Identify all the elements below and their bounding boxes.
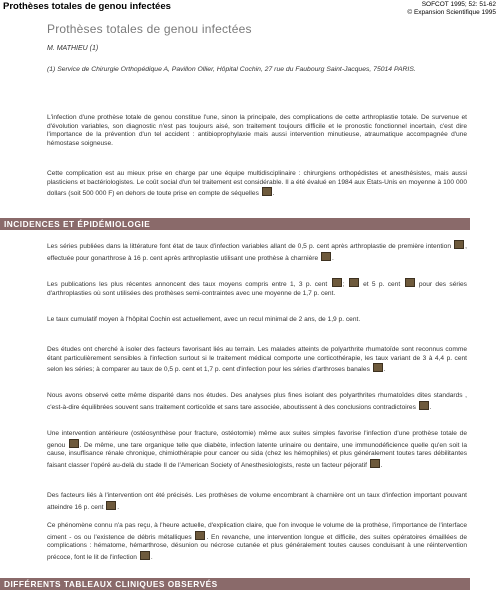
reference-link[interactable] — [373, 363, 383, 372]
incidences-paragraph-7: Des facteurs liés à l'intervention ont été précisés. Les prothèses de volume encombrant à charnière ont un taux d'infection important pouvant atteindre 16 p. cent . — [47, 492, 467, 511]
section-heading-tableaux: DIFFÉRENTS TABLEAUX CLINIQUES OBSERVÉS — [0, 578, 470, 590]
reference-link[interactable] — [349, 278, 359, 287]
incidences-paragraph-8: Ce phénomène connu n'a pas reçu, à l'heure actuelle, d'explication claire, que l'on invoque le volume de la prothèse, l'importance de l'interface ciment - os ou l'existence de débris métalliques . En revanche, une intervention longue et difficile, des suites opératoires émaillées de complications : hématome, hémarthrose, désunion ou nécrose cutanée et plus généralement toutes causes conduisant à une réintervention précoce, font le lit de l'infection . — [47, 522, 467, 562]
page-header — [0, 0, 500, 18]
reference-link[interactable] — [262, 187, 272, 196]
journal-reference: SOFCOT 1995; 52: 51-62 — [421, 1, 496, 8]
incidences-paragraph-1: Les séries publiées dans la littérature font état de taux d'infection variables allant de 0,5 p. cent après arthroplastie de première intention , effectuée pour gonarthrose à 16 p. cent après arthroplastie utilisant une prothèse à charnière . — [47, 240, 467, 263]
author: M. MATHIEU (1) — [47, 45, 99, 52]
reference-link[interactable] — [405, 278, 415, 287]
article-title: Prothèses totales de genou infectées — [47, 22, 252, 36]
header-meta — [407, 1, 496, 17]
intro-paragraph-2-text: Cette complication est au mieux prise en charge par une équipe multidisciplinaire : chirurgiens orthopédistes et anesthésistes, mais aussi plasticiens et bactériologistes. Le coût social d'un tel traitement est considérable. Il a été évalué en 1984 aux Etats-Unis en moyenne à 100 000 dollars (soit 500 000 F) en dehors de toute prise en compte de séquelles — [47, 170, 467, 198]
intro-paragraph-2: Cette complication est au mieux prise en charge par une équipe multidisciplinaire : chirurgiens orthopédistes et anesthésistes, mais aussi plasticiens et bactériologistes. Le coût social d'un tel traitement est considérable. Il a été évalué en 1984 aux Etats-Unis en moyenne à 100 000 dollars (soit 500 000 F) en dehors de toute prise en compte de séquelles . — [47, 170, 467, 198]
incidences-paragraph-2: Les publications les plus récentes annoncent des taux moyens compris entre 1, 3 p. cent ; et 5 p. cent pour des séries d'arthroplasties où sont utilisées des prothèses semi-contraintes avec une moyenne de 1,7 p. cent. — [47, 278, 467, 298]
text: Des études ont cherché à isoler des facteurs favorisant liés au terrain. Les malades atteints de polyarthrite rhumatoïde sont reconnus comme étant particulièrement sensibles à l'infection surtout si le traitement médical comporte une corticothérapie, les taux variant de 3 à 4,4 p. cent selon les séries; à comparer au taux de 0,5 p. cent et 1,7 p. cent d'infection pour les séries d'arthroses banales — [47, 346, 467, 374]
text: Les publications les plus récentes annoncent des taux moyens compris entre 1, 3 p. cent — [47, 281, 328, 288]
reference-link[interactable] — [106, 501, 116, 510]
text: Nous avons observé cette même disparité dans nos études. Des analyses plus fines isolant des polyarthrites rhumatoïdes dites standards , c'est-à-dire équilibrées souvent sans traitement corticoïde et sans tare associée, aboutissent à des conclusions contradictoires — [47, 392, 467, 411]
incidences-paragraph-4: Des études ont cherché à isoler des facteurs favorisant liés au terrain. Les malades atteints de polyarthrite rhumatoïde sont reconnus comme étant particulièrement sensibles à l'infection surtout si le traitement médical comporte une corticothérapie, les taux variant de 3 à 4,4 p. cent selon les séries; à comparer au taux de 0,5 p. cent et 1,7 p. cent d'infection pour les séries d'arthroses banales . — [47, 346, 467, 374]
reference-link[interactable] — [370, 459, 380, 468]
text: et 5 p. cent — [363, 281, 401, 288]
copyright-notice: © Expansion Scientifique 1995 — [407, 9, 496, 16]
reference-link[interactable] — [332, 278, 342, 287]
text: pour des séries d'arthroplasties où sont utilisées des prothèses semi-contraintes avec une moyenne de 1,7 p. cent. — [47, 281, 467, 297]
text: . En revanche, une intervention longue et difficile, des suites opératoires émaillées de complications : hématome, hémarthrose, désunion ou nécrose cutanée et plus généralement toutes causes conduisant à une réintervention précoce, font le lit de l'infection — [47, 533, 467, 562]
incidences-paragraph-5: Nous avons observé cette même disparité dans nos études. Des analyses plus fines isolant des polyarthrites rhumatoïdes dites standards , c'est-à-dire équilibrées souvent sans traitement corticoïde et sans tare associée, aboutissent à des conclusions contradictoires . — [47, 392, 467, 411]
reference-link[interactable] — [69, 439, 79, 448]
text: Une intervention antérieure (ostéosynthèse pour fracture, ostéotomie) même aux suites simples favorise l'infection d'une prothèse totale de genou — [47, 430, 467, 449]
text: Ce phénomène connu n'a pas reçu, à l'heure actuelle, d'explication claire, que l'on invoque le volume de la prothèse, l'importance de l'interface ciment - os ou l'existence de débris métalliques — [47, 522, 467, 541]
section-heading-incidences: INCIDENCES ET ÉPIDÉMIOLOGIE — [0, 218, 470, 230]
reference-link[interactable] — [419, 401, 429, 410]
text: Des facteurs liés à l'intervention ont été précisés. Les prothèses de volume encombrant à charnière ont un taux d'infection important pouvant atteindre 16 p. cent — [47, 492, 467, 511]
header-title: Prothèses totales de genou infectées — [3, 1, 171, 12]
incidences-paragraph-3: Le taux cumulatif moyen à l'hôpital Cochin est actuellement, avec un recul minimal de 2 ans, de 1,9 p. cent. — [47, 316, 361, 323]
reference-link[interactable] — [321, 252, 331, 261]
text: , effectuée pour gonarthrose à 16 p. cent après arthroplastie utilisant une prothèse à charnière — [47, 243, 467, 262]
reference-link[interactable] — [195, 531, 205, 540]
text: Les séries publiées dans la littérature font état de taux d'infection variables allant de 0,5 p. cent après arthroplastie de première intention — [47, 243, 451, 250]
incidences-paragraph-6: Une intervention antérieure (ostéosynthèse pour fracture, ostéotomie) même aux suites simples favorise l'infection d'une prothèse totale de genou . De même, une tare organique telle que diabète, infection latente urinaire ou dentaire, une immunodéficience quelle qu'en soit la cause, insuffisance rénale chronique, chimiothérapie pour cancer ou sida (chez les hémophiles) et plus généralement toutes tares débilitantes faisant classer l'opéré au-delà du stade II de l'American Society of Anesthesiologists, reste un facteur péjoratif . — [47, 430, 467, 470]
reference-link[interactable] — [140, 551, 150, 560]
affiliation: (1) Service de Chirurgie Orthopédique A, Pavillon Ollier, Hôpital Cochin, 27 rue du Faubourg Saint-Jacques, 75014 PARIS. — [47, 66, 416, 73]
reference-link[interactable] — [454, 240, 464, 249]
intro-paragraph-1: L'infection d'une prothèse totale de genou constitue l'une, sinon la principale, des complications de cette arthroplastie totale. De survenue et d'évolution variables, son diagnostic n'est pas toujours aisé, son traitement toujours difficile et le pronostic fonctionnel incertain, c'est dire l'importance de la prévention d'un tel accident : antibioprophylaxie mais aussi intervention minutieuse, atraumatique accompagnée d'une hémostase soigneuse. — [47, 114, 467, 148]
text: . De même, une tare organique telle que diabète, infection latente urinaire ou dentaire, une immunodéficience quelle qu'en soit la cause, insuffisance rénale chronique, chimiothérapie pour cancer ou sida (chez les hémophiles) et plus généralement toutes tares débilitantes faisant classer l'opéré au-delà du stade II de l'American Society of Anesthesiologists, reste un facteur péjoratif — [47, 441, 467, 470]
